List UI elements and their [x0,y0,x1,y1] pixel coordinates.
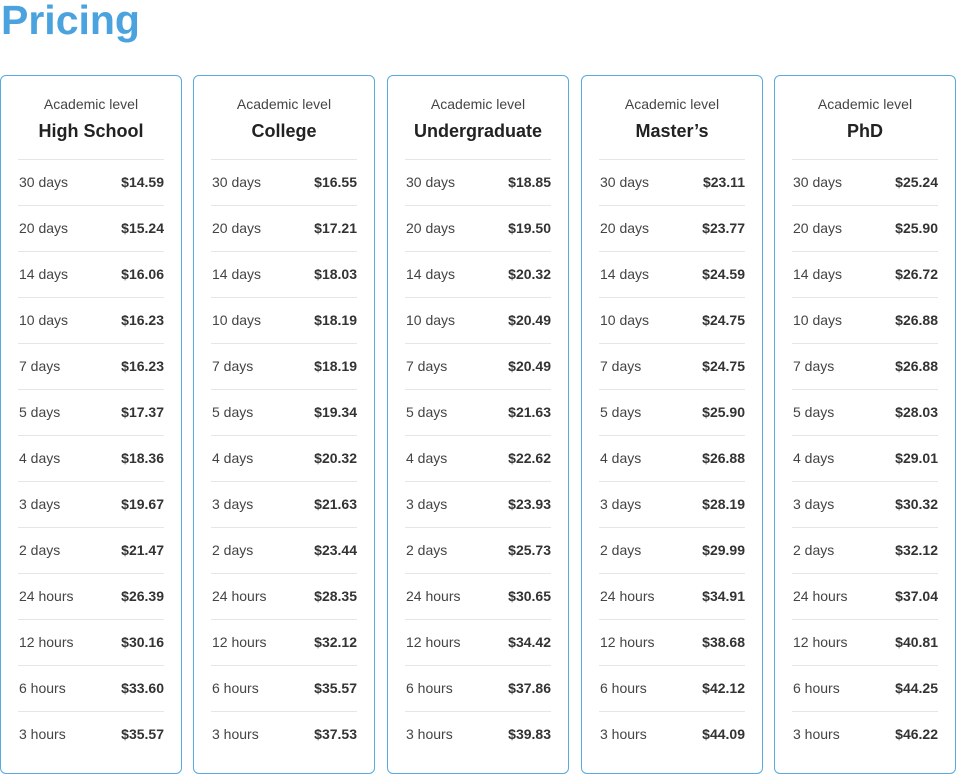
price-row [405,297,551,343]
price-row [18,159,164,205]
academic-level-caption: Academic level [430,96,526,112]
deadline-label: 14 days [19,266,69,282]
deadline-label: 7 days [19,358,61,374]
academic-level-name: High School [38,121,144,141]
deadline-label: 6 hours [600,680,647,696]
price-value: $46.22 [895,726,938,742]
deadline-label: 20 days [406,220,456,236]
price-value: $25.73 [508,542,551,558]
price-value: $26.88 [895,358,938,374]
academic-level-name: Master’s [635,121,709,141]
price-row [405,619,551,665]
price-value: $25.90 [895,220,938,236]
price-value: $30.65 [508,588,551,604]
price-list [405,159,551,757]
deadline-label: 5 days [793,404,835,420]
price-row [599,297,745,343]
deadline-label: 5 days [406,404,448,420]
price-value: $19.67 [121,496,164,512]
price-value: $21.63 [508,404,551,420]
academic-level-name: PhD [847,121,883,141]
deadline-label: 20 days [600,220,650,236]
pricing-card-masters [581,75,763,774]
price-value: $15.24 [121,220,164,236]
price-value: $23.77 [702,220,745,236]
price-row [599,527,745,573]
price-value: $16.06 [121,266,164,282]
price-value: $30.32 [895,496,938,512]
price-row [599,665,745,711]
price-row [405,205,551,251]
price-value: $28.19 [702,496,745,512]
price-row [405,435,551,481]
price-list [792,159,938,757]
price-list [18,159,164,757]
price-row [599,343,745,389]
price-value: $20.32 [508,266,551,282]
deadline-label: 3 hours [19,726,66,742]
price-row [792,343,938,389]
price-value: $16.23 [121,312,164,328]
pricing-card-phd [774,75,956,774]
price-row [599,159,745,205]
price-row [18,711,164,757]
deadline-label: 10 days [793,312,843,328]
deadline-label: 30 days [212,174,262,190]
price-row [792,481,938,527]
deadline-label: 30 days [19,174,69,190]
price-row [18,205,164,251]
deadline-label: 4 days [19,450,61,466]
academic-level-name: College [251,121,317,141]
pricing-card-college [193,75,375,774]
price-list [211,159,357,757]
price-row [18,389,164,435]
price-value: $37.04 [895,588,938,604]
deadline-label: 7 days [600,358,642,374]
deadline-label: 10 days [19,312,69,328]
price-row [211,435,357,481]
price-value: $25.24 [895,174,938,190]
deadline-label: 3 days [406,496,448,512]
price-value: $16.23 [121,358,164,374]
price-value: $40.81 [895,634,938,650]
price-row [211,573,357,619]
price-row [792,619,938,665]
deadline-label: 7 days [212,358,254,374]
deadline-label: 6 hours [793,680,840,696]
price-row [18,665,164,711]
price-row [792,297,938,343]
deadline-label: 30 days [600,174,650,190]
price-value: $20.49 [508,358,551,374]
price-list [599,159,745,757]
price-value: $17.37 [121,404,164,420]
price-value: $34.42 [508,634,551,650]
deadline-label: 12 hours [19,634,74,650]
price-row [405,527,551,573]
price-row [599,435,745,481]
deadline-label: 2 days [19,542,61,558]
price-value: $26.39 [121,588,164,604]
price-row [211,527,357,573]
price-row [599,205,745,251]
price-value: $35.57 [121,726,164,742]
deadline-label: 24 hours [793,588,848,604]
price-row [405,343,551,389]
price-row [792,205,938,251]
academic-level-caption: Academic level [624,96,720,112]
deadline-label: 24 hours [212,588,267,604]
price-row [18,481,164,527]
deadline-label: 4 days [600,450,642,466]
price-value: $18.19 [314,312,357,328]
price-value: $14.59 [121,174,164,190]
price-row [18,251,164,297]
price-value: $26.72 [895,266,938,282]
price-value: $24.59 [702,266,745,282]
price-row [792,573,938,619]
price-value: $33.60 [121,680,164,696]
deadline-label: 4 days [212,450,254,466]
price-value: $32.12 [314,634,357,650]
price-value: $29.99 [702,542,745,558]
price-value: $19.34 [314,404,357,420]
price-row [211,619,357,665]
price-value: $23.11 [702,174,745,190]
price-value: $18.03 [314,266,357,282]
deadline-label: 10 days [406,312,456,328]
price-value: $18.19 [314,358,357,374]
deadline-label: 3 hours [406,726,453,742]
deadline-label: 6 hours [19,680,66,696]
price-row [211,481,357,527]
deadline-label: 24 hours [600,588,655,604]
price-row [405,573,551,619]
price-row [599,389,745,435]
pricing-cards [0,75,969,777]
price-row [211,159,357,205]
price-value: $44.09 [702,726,745,742]
academic-level-caption: Academic level [236,96,332,112]
deadline-label: 5 days [600,404,642,420]
price-value: $21.47 [121,542,164,558]
price-row [211,205,357,251]
price-row [792,711,938,757]
deadline-label: 6 hours [212,680,259,696]
deadline-label: 24 hours [19,588,74,604]
deadline-label: 14 days [212,266,262,282]
pricing-card-high-school [0,75,182,774]
price-row [405,389,551,435]
price-row [211,297,357,343]
price-row [211,711,357,757]
deadline-label: 3 hours [793,726,840,742]
deadline-label: 12 hours [406,634,461,650]
price-row [599,251,745,297]
price-row [18,343,164,389]
price-row [792,435,938,481]
price-value: $37.86 [508,680,551,696]
academic-level-caption: Academic level [817,96,913,112]
deadline-label: 7 days [406,358,448,374]
page-title: Pricing [1,0,140,43]
deadline-label: 3 days [212,496,254,512]
price-row [405,251,551,297]
price-row [211,389,357,435]
deadline-label: 2 days [406,542,448,558]
price-row [792,665,938,711]
deadline-label: 3 days [600,496,642,512]
price-row [599,619,745,665]
price-row [792,251,938,297]
pricing-card-undergraduate [387,75,569,774]
price-value: $20.32 [314,450,357,466]
price-value: $44.25 [895,680,938,696]
deadline-label: 30 days [406,174,456,190]
price-value: $21.63 [314,496,357,512]
academic-level-caption: Academic level [43,96,139,112]
deadline-label: 20 days [212,220,262,236]
price-row [18,527,164,573]
price-value: $35.57 [314,680,357,696]
price-value: $25.90 [702,404,745,420]
price-row [599,481,745,527]
deadline-label: 2 days [793,542,835,558]
deadline-label: 20 days [19,220,69,236]
price-value: $38.68 [702,634,745,650]
deadline-label: 5 days [19,404,61,420]
academic-level-name: Undergraduate [413,121,543,141]
deadline-label: 14 days [793,266,843,282]
price-value: $26.88 [702,450,745,466]
deadline-label: 12 hours [793,634,848,650]
price-row [211,665,357,711]
price-row [599,711,745,757]
price-row [405,159,551,205]
price-value: $32.12 [895,542,938,558]
price-value: $17.21 [314,220,357,236]
price-row [211,251,357,297]
deadline-label: 3 days [19,496,61,512]
price-value: $42.12 [702,680,745,696]
price-value: $16.55 [314,174,357,190]
price-row [18,297,164,343]
price-value: $29.01 [895,450,938,466]
price-value: $19.50 [508,220,551,236]
price-row [599,573,745,619]
deadline-label: 30 days [793,174,843,190]
price-value: $24.75 [702,312,745,328]
price-value: $20.49 [508,312,551,328]
price-value: $37.53 [314,726,357,742]
price-row [792,389,938,435]
deadline-label: 4 days [793,450,835,466]
deadline-label: 24 hours [406,588,461,604]
price-row [18,435,164,481]
price-row [792,159,938,205]
deadline-label: 14 days [406,266,456,282]
price-value: $26.88 [895,312,938,328]
deadline-label: 3 days [793,496,835,512]
deadline-label: 3 hours [600,726,647,742]
price-value: $39.83 [508,726,551,742]
deadline-label: 3 hours [212,726,259,742]
price-row [405,711,551,757]
price-row [18,573,164,619]
price-value: $28.35 [314,588,357,604]
deadline-label: 12 hours [600,634,655,650]
deadline-label: 2 days [212,542,254,558]
price-value: $23.44 [314,542,357,558]
price-row [405,481,551,527]
price-row [792,527,938,573]
deadline-label: 10 days [212,312,262,328]
price-value: $28.03 [895,404,938,420]
price-value: $22.62 [508,450,551,466]
deadline-label: 14 days [600,266,650,282]
price-row [18,619,164,665]
deadline-label: 12 hours [212,634,267,650]
price-value: $24.75 [702,358,745,374]
price-value: $18.36 [121,450,164,466]
deadline-label: 4 days [406,450,448,466]
price-row [405,665,551,711]
price-value: $30.16 [121,634,164,650]
price-row [211,343,357,389]
price-value: $23.93 [508,496,551,512]
deadline-label: 7 days [793,358,835,374]
price-value: $34.91 [702,588,745,604]
price-value: $18.85 [508,174,551,190]
deadline-label: 10 days [600,312,650,328]
deadline-label: 6 hours [406,680,453,696]
deadline-label: 2 days [600,542,642,558]
deadline-label: 5 days [212,404,254,420]
deadline-label: 20 days [793,220,843,236]
